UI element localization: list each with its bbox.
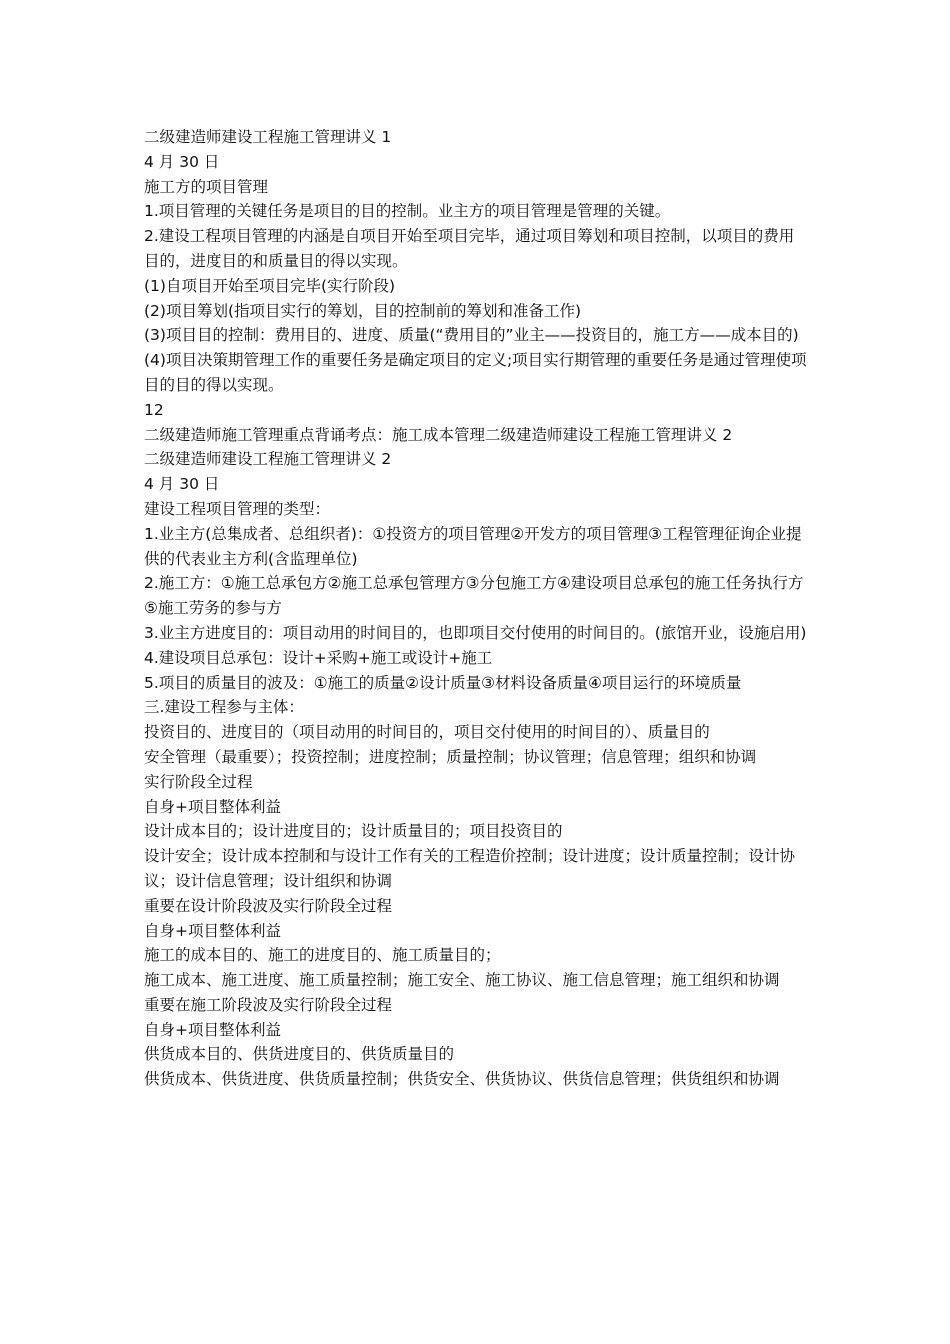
paragraph: 3.业主方进度目的：项目动用的时间目的，也即项目交付使用的时间目的。(旅馆开业，设施启用) <box>144 623 807 642</box>
paragraph: 设计成本目的；设计进度目的；设计质量目的；项目投资目的 <box>144 822 563 841</box>
paragraph: 供货成本目的、供货进度目的、供货质量目的 <box>144 1045 455 1064</box>
paragraph: 安全管理（最重要）；投资控制；进度控制；质量控制；协议管理；信息管理；组织和协调 <box>144 747 757 766</box>
paragraph: 实行阶段全过程 <box>144 772 253 791</box>
paragraph: 设计安全；设计成本控制和与设计工作有关的工程造价控制；设计进度；设计质量控制；设计协议；设计信息管理；设计组织和协调 <box>144 847 796 890</box>
paragraph: 施工成本、施工进度、施工质量控制；施工安全、施工协议、施工信息管理；施工组织和协调 <box>144 971 780 990</box>
paragraph: 2.建设工程项目管理的内涵是自项目开始至项目完毕，通过项目筹划和项目控制，以项目的费用目的，进度目的和质量目的得以实现。 <box>144 227 795 270</box>
paragraph: 重要在施工阶段波及实行阶段全过程 <box>144 995 393 1014</box>
doc-date: 4 月 30 日 <box>144 152 220 171</box>
paragraph: 供货成本、供货进度、供货质量控制；供货安全、供货协议、供货信息管理；供货组织和协调 <box>144 1070 780 1089</box>
doc-date-2: 4 月 30 日 <box>144 475 220 494</box>
paragraph: 投资目的、进度目的（项目动用的时间目的，项目交付使用的时间目的）、质量目的 <box>144 723 710 742</box>
section-heading: 建设工程项目管理的类型： <box>144 499 331 518</box>
paragraph: 5.项目的质量目的波及：①施工的质量②设计质量③材料设备质量④项目运行的环境质量 <box>144 673 742 692</box>
paragraph: 二级建造师施工管理重点背诵考点：施工成本管理二级建造师建设工程施工管理讲义 2 <box>144 425 733 444</box>
page-number-text: 12 <box>144 400 164 419</box>
paragraph: (2)项目筹划(指项目实行的筹划，目的控制前的筹划和准备工作) <box>144 301 582 320</box>
paragraph: 4.建设项目总承包：设计+采购+施工或设计+施工 <box>144 648 493 667</box>
doc-title-2: 二级建造师建设工程施工管理讲义 2 <box>144 450 392 469</box>
document-body <box>144 125 809 1092</box>
paragraph: (3)项目目的控制：费用目的、进度、质量(“费用目的”业主——投资目的，施工方——成本目的) <box>144 326 799 345</box>
paragraph: 重要在设计阶段波及实行阶段全过程 <box>144 896 393 915</box>
paragraph: 施工的成本目的、施工的进度目的、施工质量目的； <box>144 946 501 965</box>
paragraph: 2.施工方：①施工总承包方②施工总承包管理方③分包施工方④建设项目总承包的施工任务执行方⑤施工劳务的参与方 <box>144 574 804 618</box>
paragraph: 自身+项目整体利益 <box>144 1020 281 1039</box>
paragraph: 自身+项目整体利益 <box>144 797 281 816</box>
section-heading: 施工方的项目管理 <box>144 177 269 196</box>
paragraph: 自身+项目整体利益 <box>144 921 281 940</box>
paragraph: (4)项目决策期管理工作的重要任务是确定项目的定义;项目实行期管理的重要任务是通过管理使项目的目的得以实现。 <box>144 351 807 394</box>
doc-title: 二级建造师建设工程施工管理讲义 1 <box>144 128 392 146</box>
paragraph: 1.项目管理的关键任务是项目的目的控制。业主方的项目管理是管理的关键。 <box>144 202 671 221</box>
paragraph: 1.业主方(总集成者、总组织者)：①投资方的项目管理②开发方的项目管理③工程管理征询企业提供的代表业主方利(含监理单位) <box>144 524 802 568</box>
paragraph: (1)自项目开始至项目完毕(实行阶段) <box>144 276 396 295</box>
section-heading: 三.建设工程参与主体： <box>144 698 304 717</box>
